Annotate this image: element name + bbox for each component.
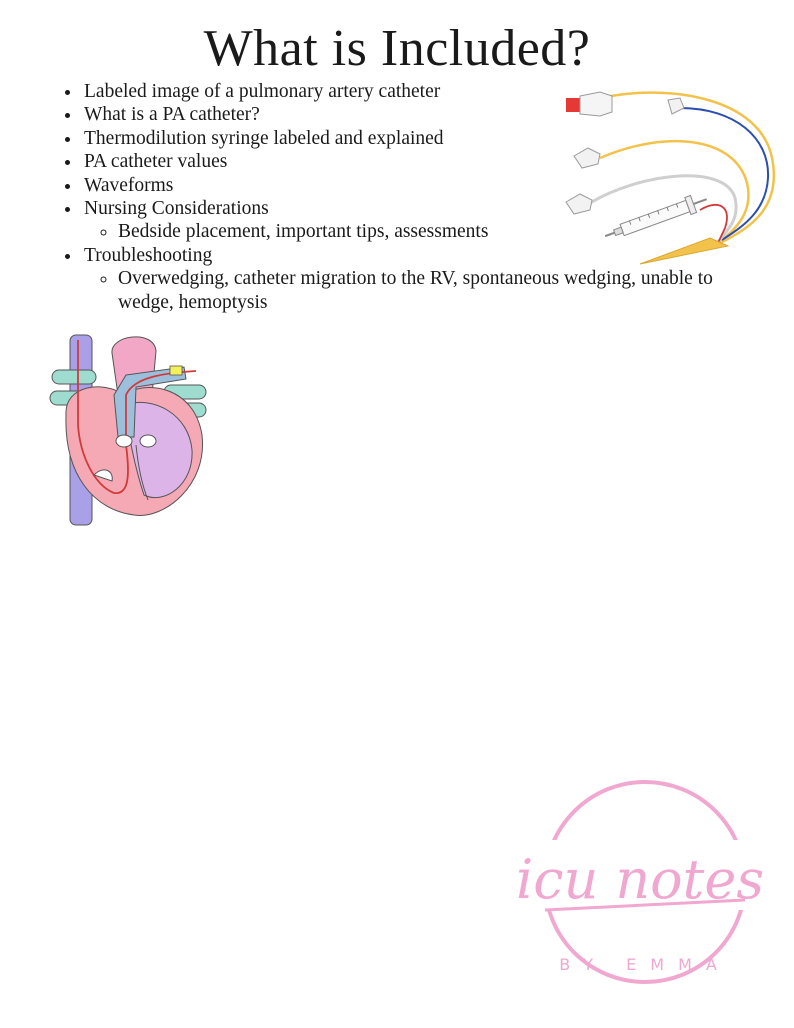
heart-illustration <box>44 325 214 530</box>
list-item-label: Troubleshooting <box>84 244 213 266</box>
pa-catheter-illustration <box>560 78 780 268</box>
icu-notes-logo <box>495 770 785 1010</box>
logo-subtitle: BY EMMA <box>559 955 731 974</box>
list-item-label: Thermodilution syringe labeled and explained <box>84 127 444 149</box>
list-item-label: Labeled image of a pulmonary artery catheter <box>84 81 441 102</box>
sub-list-item: ◦ Bedside placement, important tips, assessments <box>118 220 762 243</box>
sub-list <box>84 267 762 314</box>
page-title: What is Included? <box>203 20 591 77</box>
list-item-label: Nursing Considerations <box>84 198 269 220</box>
list-item-label: Waveforms <box>84 174 174 196</box>
list-item-label: What is a PA catheter? <box>84 104 260 126</box>
sub-list-item: ◦ Overwedging, catheter migration to the RV, spontaneous wedging, unable to wedge, hemoptysis <box>118 267 762 314</box>
list-item-label: PA catheter values <box>84 151 228 173</box>
logo-script: icu notes <box>515 848 765 911</box>
